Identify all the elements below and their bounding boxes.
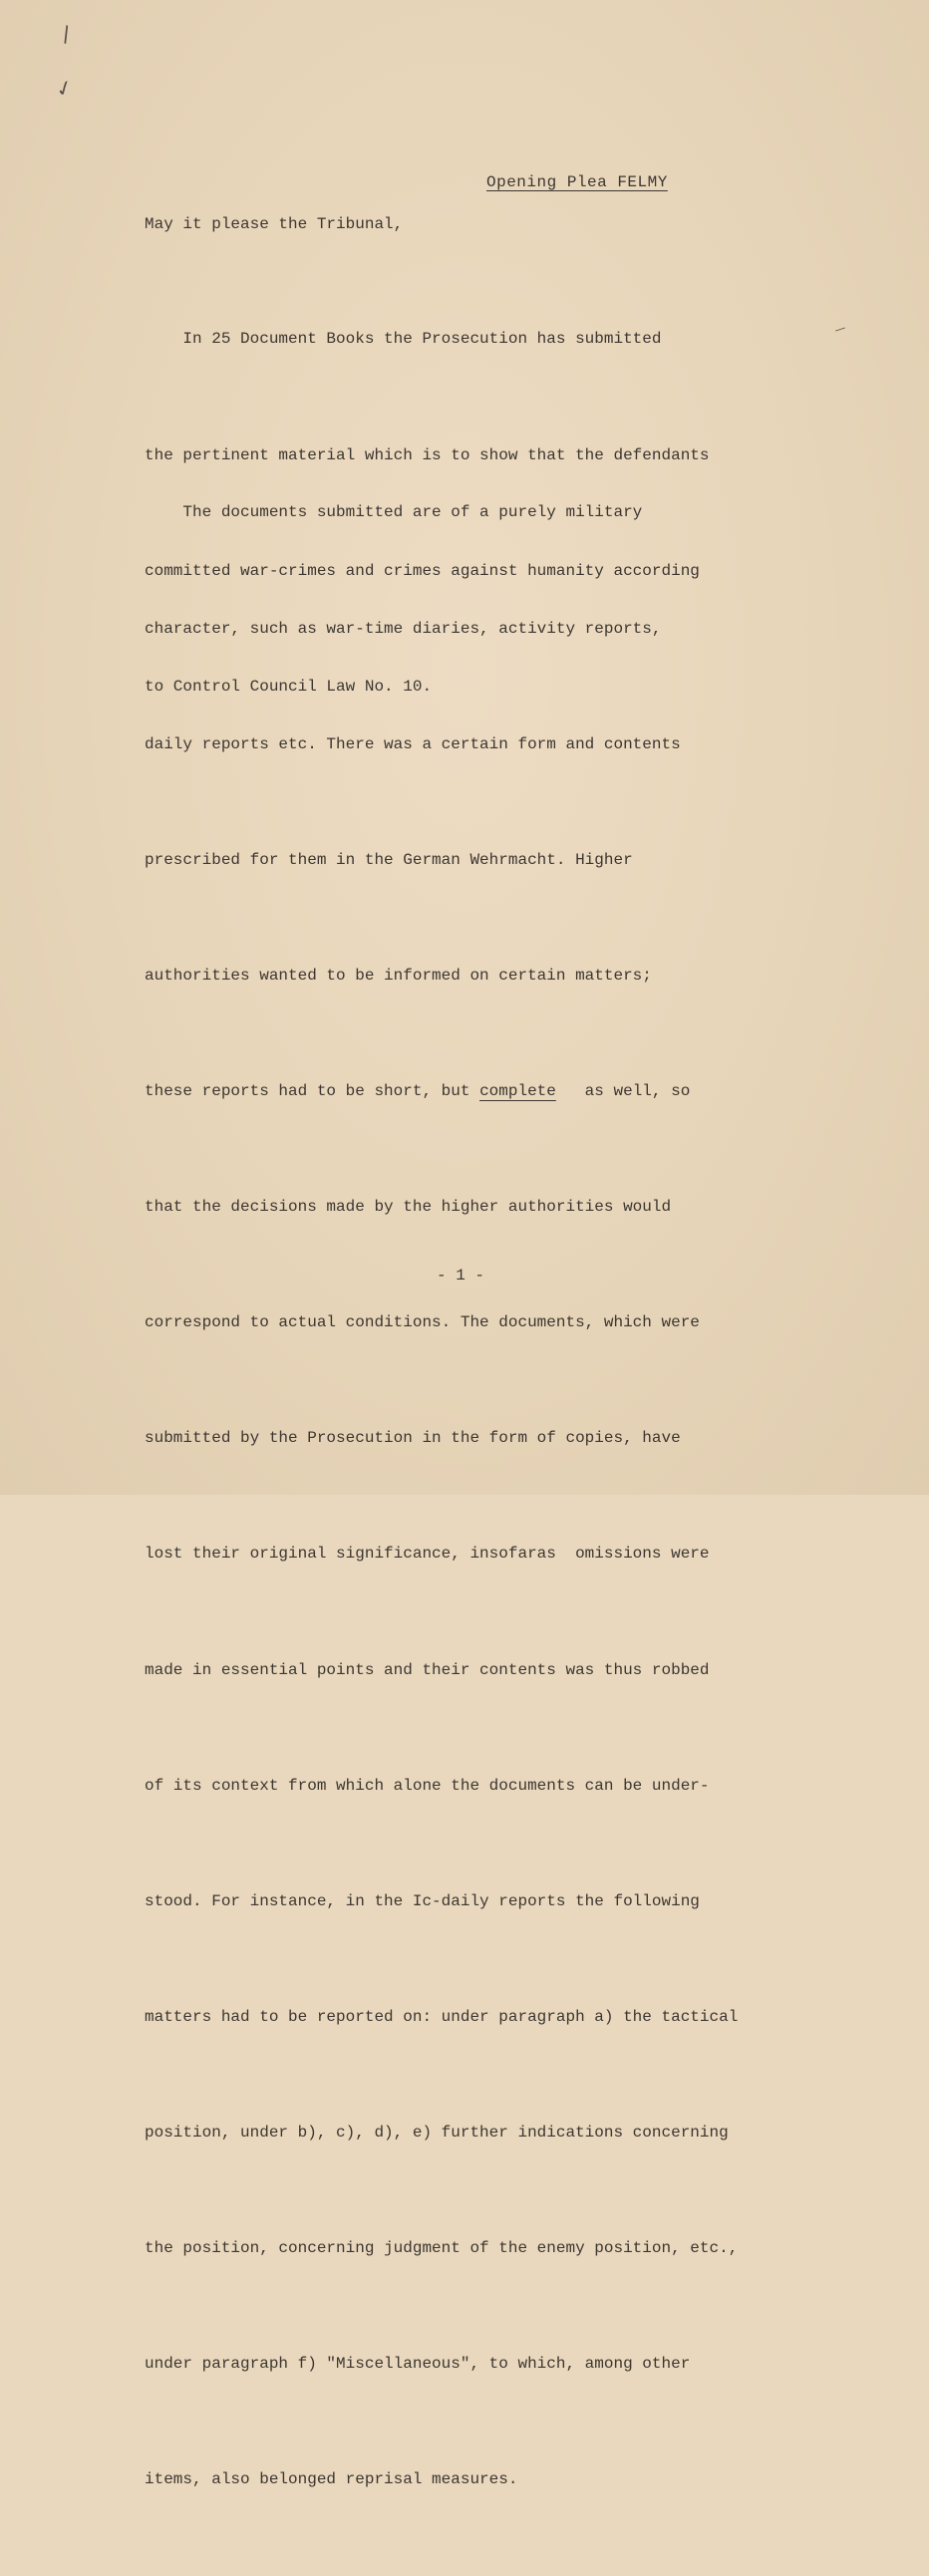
document-title: Opening Plea FELMY bbox=[486, 173, 668, 191]
pencil-mark: \ bbox=[52, 22, 78, 51]
underlined-word: complete bbox=[479, 1081, 556, 1100]
margin-tick-mark bbox=[835, 327, 845, 331]
line-segment: these reports had to be short, but bbox=[145, 1081, 480, 1100]
paragraph-2-line: correspond to actual conditions. The documents, which were bbox=[145, 1313, 700, 1332]
pencil-check-mark: ✓ bbox=[53, 75, 77, 106]
paragraph-2-line-underlined bbox=[145, 1072, 738, 1111]
paragraph-2-line: daily reports etc. There was a certain form and contents bbox=[145, 734, 681, 753]
paragraph-2-line: submitted by the Prosecution in the form of copies, have bbox=[145, 1429, 681, 1448]
paragraph-2-line: position, under b), c), d), e) further indications concerning bbox=[145, 2123, 729, 2142]
page-number: - 1 - bbox=[437, 1267, 485, 1285]
paragraph-2-line: prescribed for them in the German Wehrmacht. Higher bbox=[145, 850, 633, 869]
paragraph-2-line: matters had to be reported on: under paragraph a) the tactical bbox=[145, 2007, 739, 2026]
paragraph-2-line: authorities wanted to be informed on certain matters; bbox=[145, 966, 652, 985]
paragraph-2-line: of its context from which alone the documents can be under- bbox=[145, 1776, 710, 1795]
paragraph-2-line: under paragraph f) "Miscellaneous", to which, among other bbox=[145, 2355, 691, 2374]
paragraph-2-line: The documents submitted are of a purely military bbox=[145, 503, 643, 522]
paragraph-2 bbox=[145, 417, 738, 2576]
salutation: May it please the Tribunal, bbox=[145, 215, 404, 233]
paragraph-1-line: the pertinent material which is to show that the defendants bbox=[145, 445, 710, 464]
paragraph-2-line: character, such as war-time diaries, activity reports, bbox=[145, 619, 662, 638]
paragraph-2-line: the position, concerning judgment of the enemy position, etc., bbox=[145, 2239, 739, 2258]
paragraph-2-line: that the decisions made by the higher authorities would bbox=[145, 1198, 672, 1217]
paragraph-1-line: committed war-crimes and crimes against humanity according bbox=[145, 561, 700, 580]
paragraph-2-line: made in essential points and their contents was thus robbed bbox=[145, 1660, 710, 1679]
paragraph-2-line: items, also belonged reprisal measures. bbox=[145, 2470, 518, 2489]
paragraph-2-line: lost their original significance, insofaras omissions were bbox=[145, 1545, 710, 1564]
paragraph-2-line: stood. For instance, in the Ic-daily reports the following bbox=[145, 1891, 700, 1910]
paragraph-1-line: In 25 Document Books the Prosecution has submitted bbox=[145, 330, 662, 349]
line-segment: as well, so bbox=[555, 1081, 691, 1100]
paragraph-1-line: to Control Council Law No. 10. bbox=[145, 677, 433, 696]
